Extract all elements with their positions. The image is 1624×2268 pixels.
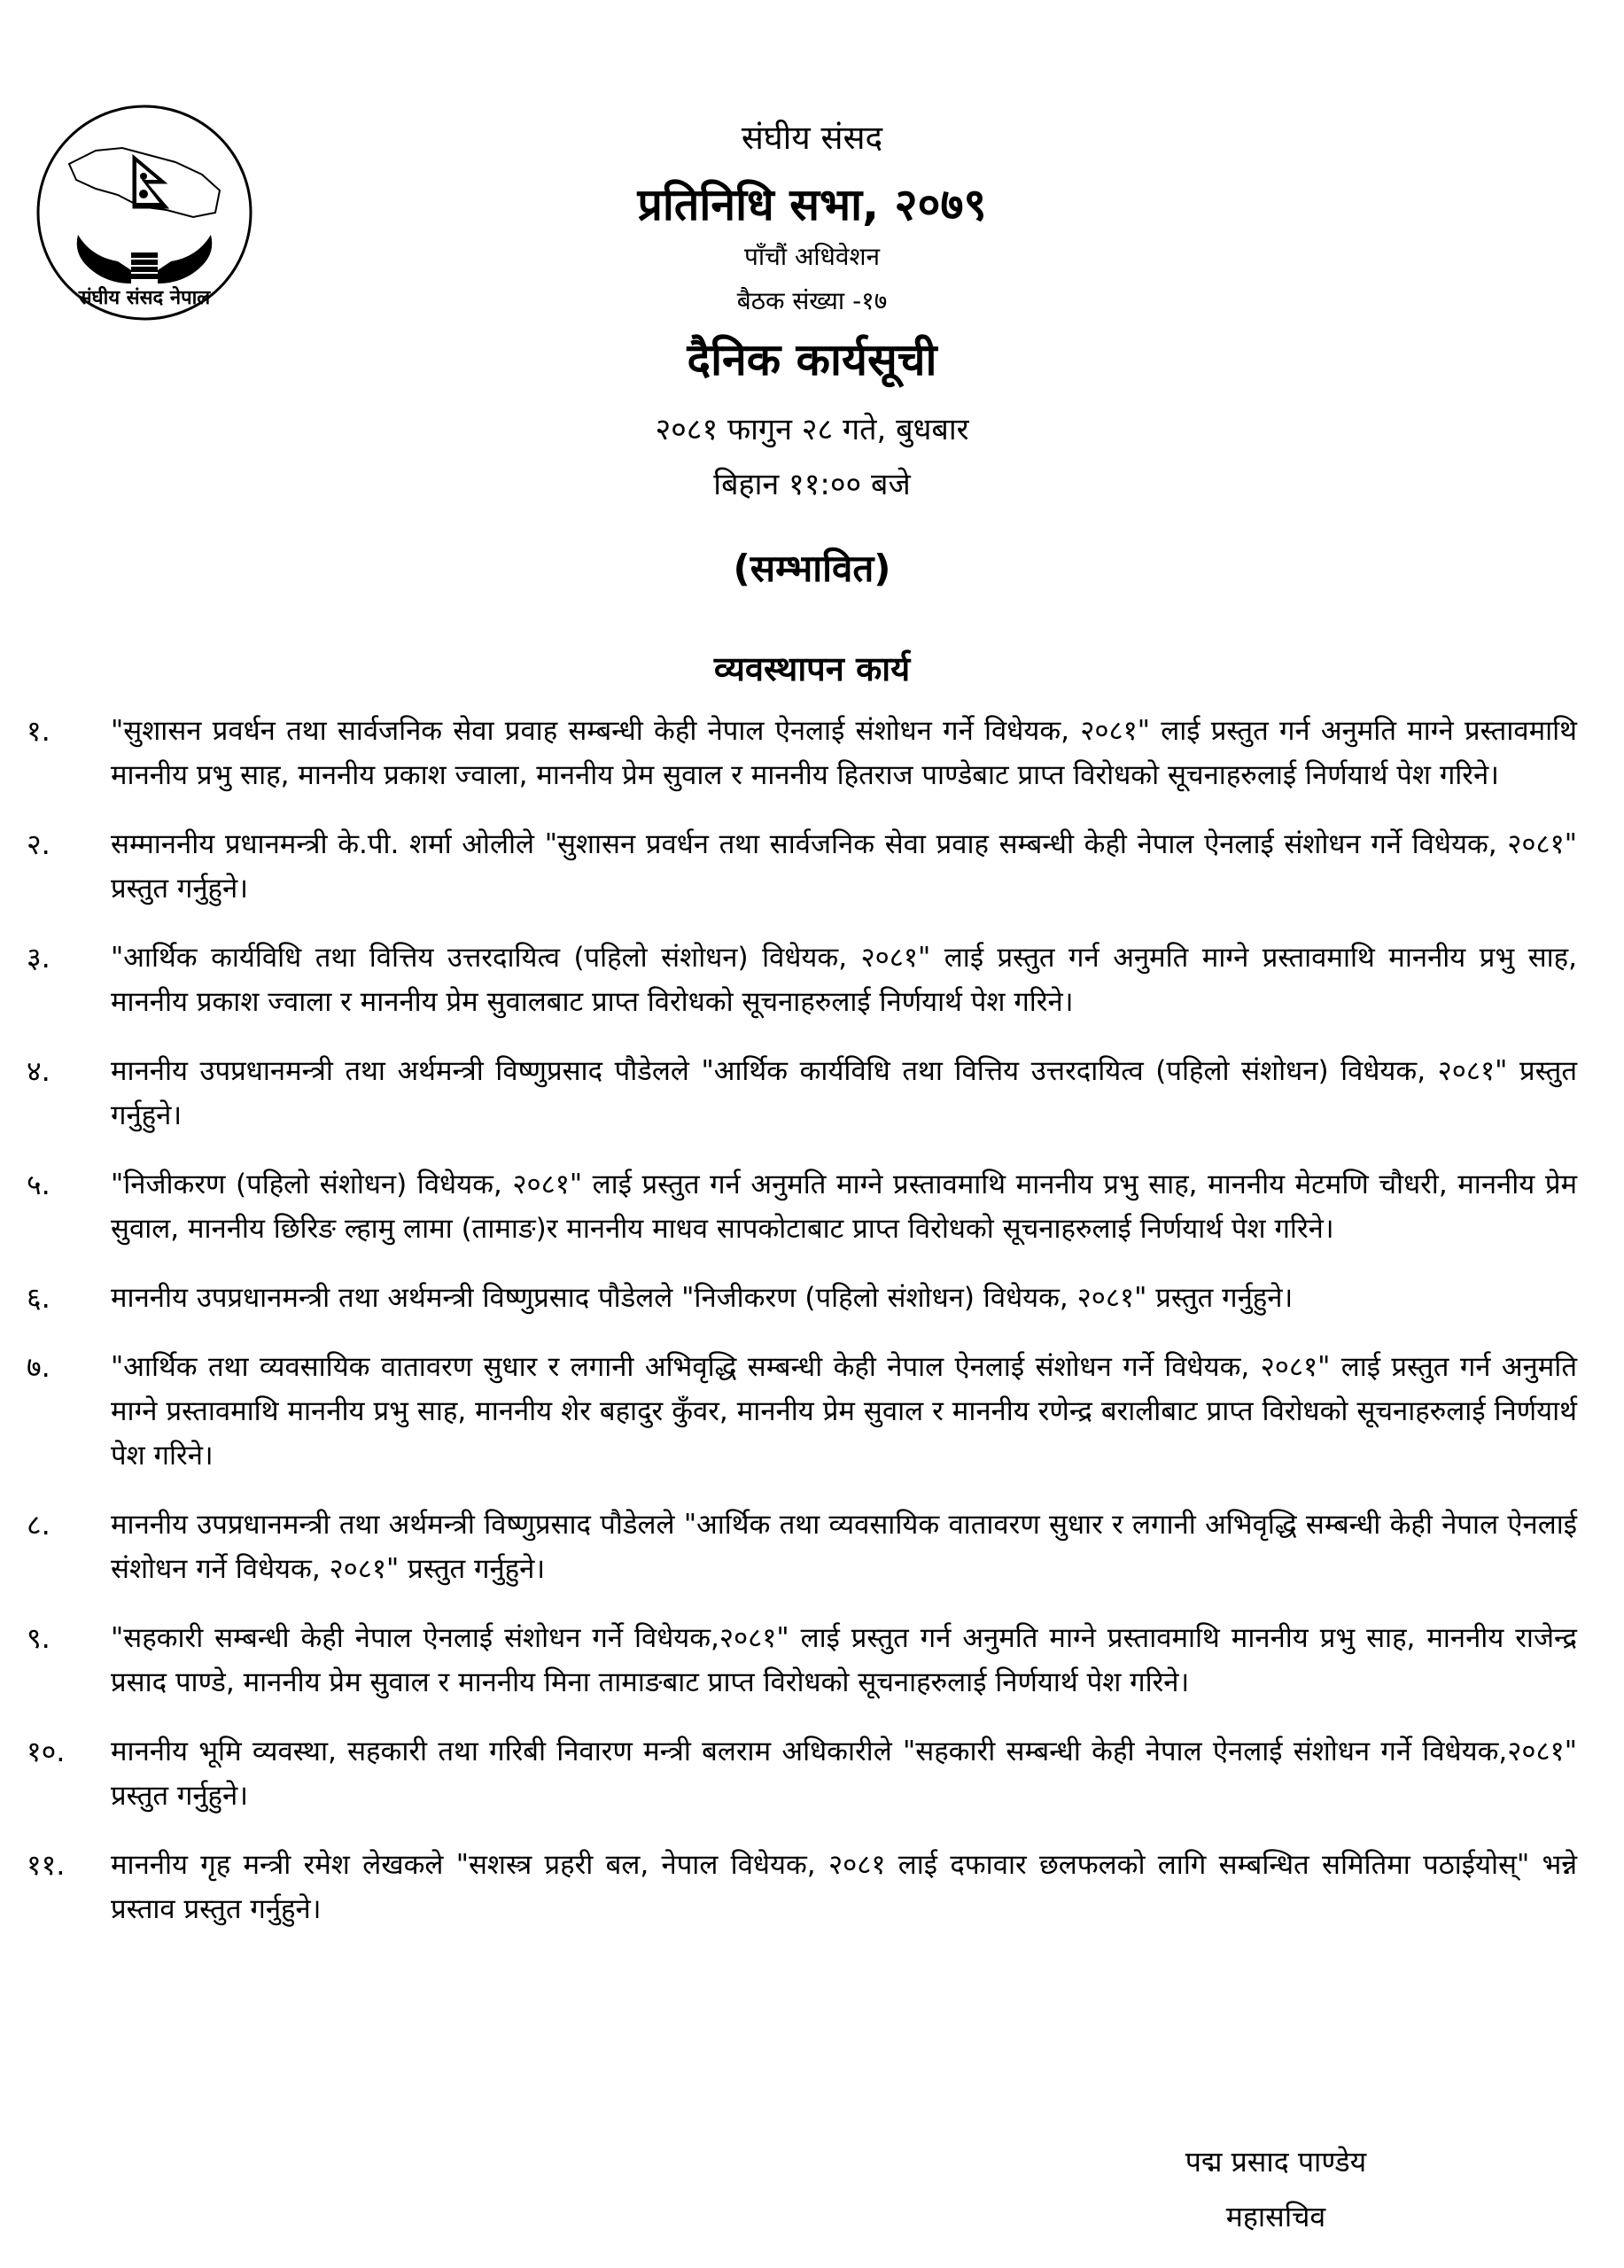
list-item [27, 936, 1577, 1024]
list-item [27, 1049, 1577, 1138]
signatory-name: पद्म प्रसाद पाण्डेय [1185, 2145, 1367, 2179]
item-text: माननीय भूमि व्यवस्था, सहकारी तथा गरिबी निवारण मन्त्री बलराम अधिकारीले "सहकारी सम्बन्धी केही नेपाल ऐनलाई संशोधन गर्ने विधेयक,२०८१" प्रस्तुत गर्नुहुने। [111, 1736, 1577, 1812]
sitting-number: बैठक संख्या -१७ [736, 286, 888, 315]
house-title: प्रतिनिधि सभा, २०७९ [637, 179, 987, 230]
item-number: ४. [27, 1054, 51, 1088]
item-number: ११. [27, 1848, 66, 1882]
item-number: २. [27, 827, 51, 861]
item-number: ७. [27, 1350, 51, 1384]
item-text: माननीय गृह मन्त्री रमेश लेखकले "सशस्त्र प्रहरी बल, नेपाल विधेयक, २०८१ लाई दफावार छलफलको लागि सम्बन्धित समितिमा पठाईयोस्" भन्ने प्रस्ताव प्रस्तुत गर्नुहुने। [111, 1849, 1577, 1925]
item-text: माननीय उपप्रधानमन्त्री तथा अर्थमन्त्री विष्णुप्रसाद पौडेलले "आर्थिक कार्यविधि तथा वित्तिय उत्तरदायित्व (पहिलो संशोधन) विधेयक, २०८१" प्रस्तुत गर्नुहुने। [111, 1055, 1577, 1131]
logo-text: संघीय संसद नेपाल [78, 287, 211, 309]
list-item [27, 1843, 1577, 1931]
item-text: "आर्थिक तथा व्यवसायिक वातावरण सुधार र लगानी अभिवृद्धि सम्बन्धी केही नेपाल ऐनलाई संशोधन गर्ने विधेयक, २०८१" लाई प्रस्तुत गर्न अनुमति माग्ने प्रस्तावमाथि माननीय प्रभु साह, माननीय शेर बहादुर कुँवर, माननीय प्रेम सुवाल र माननीय रणेन्द्र बरालीबाट प्राप्त विरोधको सूचनाहरुलाई निर्णयार्थ पेश गरिने। [111, 1351, 1577, 1472]
item-number: ६. [27, 1281, 51, 1315]
agenda-date: २०८१ फागुन २८ गते, बुधबार [655, 412, 969, 447]
item-text: सम्माननीय प्रधानमन्त्री के.पी. शर्मा ओलीले "सुशासन प्रवर्धन तथा सार्वजनिक सेवा प्रवाह सम्बन्धी केही नेपाल ऐनलाई संशोधन गर्ने विधेयक, २०८१" प्रस्तुत गर्नुहुने। [111, 828, 1577, 905]
list-item [27, 1162, 1577, 1251]
page-title: दैनिक कार्यसूची [687, 334, 937, 385]
item-number: ५. [27, 1168, 51, 1201]
list-item [27, 1616, 1577, 1705]
item-number: ३. [27, 941, 51, 975]
agenda-time: बिहान ११:०० बजे [713, 467, 911, 502]
agenda-list [27, 709, 1577, 1956]
list-item [27, 822, 1577, 911]
item-number: १. [27, 714, 51, 748]
list-item [27, 709, 1577, 797]
parliament-name: संघीय संसद [741, 119, 883, 157]
list-item [27, 1503, 1577, 1591]
session-label: पाँचौं अधिवेशन [743, 242, 881, 271]
item-number: ८. [27, 1508, 51, 1542]
item-text: "आर्थिक कार्यविधि तथा वित्तिय उत्तरदायित्व (पहिलो संशोधन) विधेयक, २०८१" लाई प्रस्तुत गर्न अनुमति माग्ने प्रस्तावमाथि माननीय प्रभु साह, माननीय प्रकाश ज्वाला र माननीय प्रेम सुवालबाट प्राप्त विरोधको सूचनाहरुलाई निर्णयार्थ पेश गरिने। [111, 942, 1577, 1018]
item-text: माननीय उपप्रधानमन्त्री तथा अर्थमन्त्री विष्णुप्रसाद पौडेलले "निजीकरण (पहिलो संशोधन) विधेयक, २०८१" प्रस्तुत गर्नुहुने। [111, 1282, 1294, 1314]
list-item [27, 1345, 1577, 1478]
signatory-title: महासचिव [1225, 2200, 1326, 2233]
list-item [27, 1276, 1577, 1320]
list-item [27, 1729, 1577, 1818]
item-text: "निजीकरण (पहिलो संशोधन) विधेयक, २०८१" लाई प्रस्तुत गर्न अनुमति माग्ने प्रस्तावमाथि माननीय प्रभु साह, माननीय मेटमणि चौधरी, माननीय प्रेम सुवाल, माननीय छिरिङ ल्हामु लामा (तामाङ)र माननीय माधव सापकोटाबाट प्राप्त विरोधको सूचनाहरुलाई निर्णयार्थ पेश गरिने। [111, 1169, 1577, 1245]
item-number: १०. [27, 1735, 66, 1768]
section-heading: व्यवस्थापन कार्य [713, 649, 911, 688]
item-number: ९. [27, 1621, 51, 1655]
item-text: "सुशासन प्रवर्धन तथा सार्वजनिक सेवा प्रवाह सम्बन्धी केही नेपाल ऐनलाई संशोधन गर्ने विधेयक, २०८१" लाई प्रस्तुत गर्न अनुमति माग्ने प्रस्तावमाथि माननीय प्रभु साह, माननीय प्रकाश ज्वाला, माननीय प्रेम सुवाल र माननीय हितराज पाण्डेबाट प्राप्त विरोधको सूचनाहरुलाई निर्णयार्थ पेश गरिने। [111, 715, 1577, 791]
item-text: "सहकारी सम्बन्धी केही नेपाल ऐनलाई संशोधन गर्ने विधेयक,२०८१" लाई प्रस्तुत गर्न अनुमति माग्ने प्रस्तावमाथि माननीय प्रभु साह, माननीय राजेन्द्र प्रसाद पाण्डे, माननीय प्रेम सुवाल र माननीय मिना तामाङबाट प्राप्त विरोधको सूचनाहरुलाई निर्णयार्थ पेश गरिने। [111, 1622, 1577, 1698]
item-text: माननीय उपप्रधानमन्त्री तथा अर्थमन्त्री विष्णुप्रसाद पौडेलले "आर्थिक तथा व्यवसायिक वातावरण सुधार र लगानी अभिवृद्धि सम्बन्धी केही नेपाल ऐनलाई संशोधन गर्ने विधेयक, २०८१" प्रस्तुत गर्नुहुने। [111, 1509, 1577, 1585]
probable-label: (सम्भावित) [733, 547, 891, 590]
